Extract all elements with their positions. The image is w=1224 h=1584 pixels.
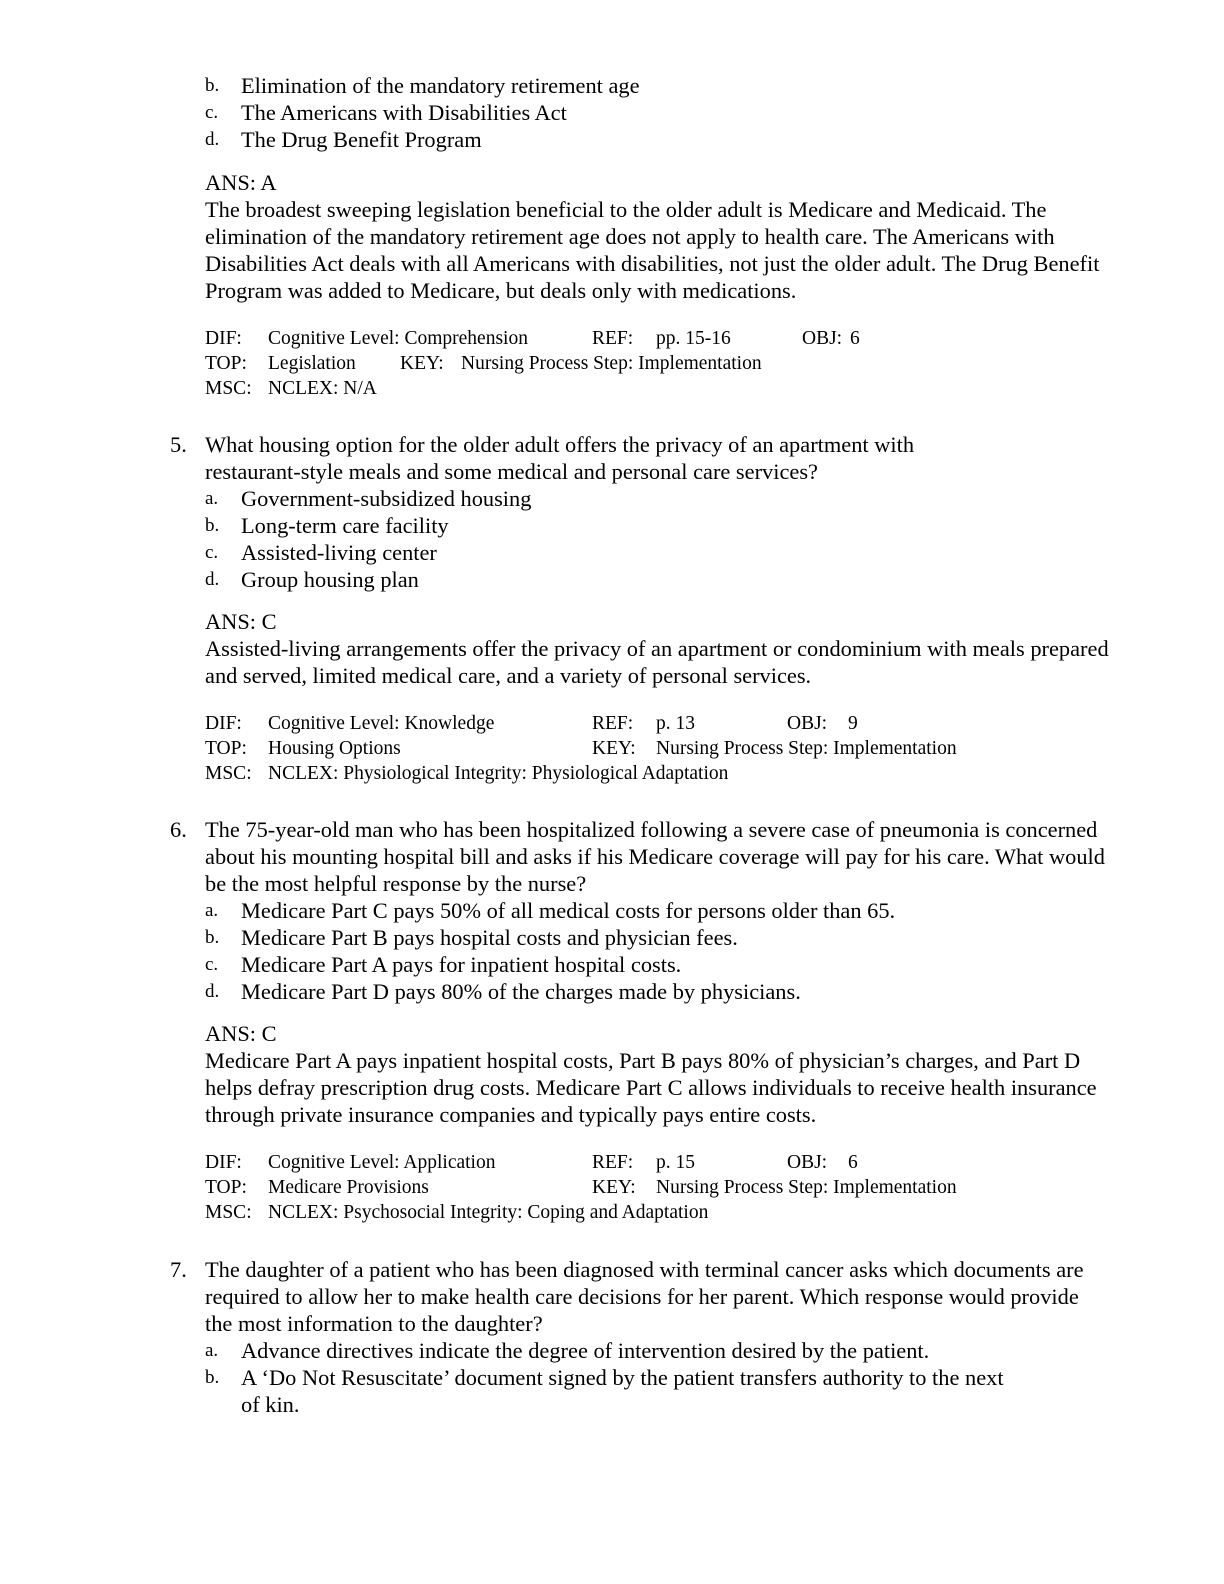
option-b — [205, 72, 1115, 99]
rationale: Assisted-living arrangements offer the privacy of an apartment or condominium with meals prepared and served, limited medical care, and a variety of personal services. — [205, 636, 1109, 688]
option-text: Medicare Part B pays hospital costs and physician fees. — [241, 925, 738, 950]
option-d — [205, 978, 1115, 1005]
option-text: Group housing plan — [241, 567, 419, 592]
ref-value: p. 13 — [656, 713, 695, 734]
rationale: Medicare Part A pays inpatient hospital costs, Part B pays 80% of physician’s charges, and Part D helps defray prescription drug costs. Medicare Part C allows individuals to receive health insurance through private insurance companies and typically pays entire costs. — [205, 1048, 1097, 1127]
option-text: Government-subsidized housing — [241, 486, 532, 511]
answer-line: ANS: C — [205, 1021, 277, 1046]
msc-value: NCLEX: Physiological Integrity: Physiological Adaptation — [268, 763, 729, 784]
top-value: Housing Options — [268, 738, 401, 759]
option-c — [205, 99, 1115, 126]
option-letter: c. — [205, 954, 219, 975]
ref-label: REF: — [592, 713, 634, 734]
option-a — [205, 897, 1115, 924]
obj-value: 6 — [848, 1152, 858, 1173]
option-text: Medicare Part C pays 50% of all medical costs for persons older than 65. — [241, 898, 896, 923]
dif-label: DIF: — [205, 713, 242, 734]
dif-value: Cognitive Level: Knowledge — [268, 713, 495, 734]
option-letter: a. — [205, 488, 219, 509]
option-d — [205, 126, 1115, 153]
option-text: Elimination of the mandatory retirement age — [241, 73, 640, 98]
question-5 — [170, 431, 1115, 593]
option-c — [205, 539, 1115, 566]
option-b — [205, 924, 1115, 951]
msc-value: NCLEX: Psychosocial Integrity: Coping and Adaptation — [268, 1202, 709, 1223]
ref-label: REF: — [592, 1152, 634, 1173]
metadata — [205, 326, 1115, 401]
ref-label: REF: — [592, 328, 634, 349]
option-text: A ‘Do Not Resuscitate’ document signed by the patient transfers authority to the next of kin. — [241, 1365, 1004, 1417]
key-value: Nursing Process Step: Implementation — [656, 738, 957, 759]
msc-label: MSC: — [205, 1202, 252, 1223]
msc-label: MSC: — [205, 763, 252, 784]
option-d — [205, 566, 1115, 593]
option-a — [205, 485, 1115, 512]
question-text: The daughter of a patient who has been diagnosed with terminal cancer asks which documents are required to allow her to make health care decisions for her parent. Which response would provide the most information to the daughter? — [205, 1257, 1084, 1336]
top-label: TOP: — [205, 1177, 247, 1198]
option-text: Medicare Part D pays 80% of the charges made by physicians. — [241, 979, 801, 1004]
key-label: KEY: — [592, 738, 636, 759]
option-a — [205, 1337, 1115, 1364]
top-label: TOP: — [205, 738, 247, 759]
msc-value: NCLEX: N/A — [268, 378, 377, 399]
option-letter: c. — [205, 102, 219, 123]
obj-label: OBJ: — [802, 328, 843, 349]
option-text: The Americans with Disabilities Act — [241, 100, 567, 125]
question-4-tail — [205, 72, 1115, 153]
option-text: The Drug Benefit Program — [241, 127, 482, 152]
obj-label: OBJ: — [787, 1152, 828, 1173]
obj-label: OBJ: — [787, 713, 828, 734]
top-value: Legislation — [268, 353, 356, 374]
option-letter: b. — [205, 1367, 220, 1388]
dif-value: Cognitive Level: Comprehension — [268, 328, 528, 349]
msc-label: MSC: — [205, 378, 252, 399]
option-text: Medicare Part A pays for inpatient hospital costs. — [241, 952, 682, 977]
metadata — [205, 1150, 1115, 1225]
option-letter: d. — [205, 129, 220, 150]
key-value: Nursing Process Step: Implementation — [656, 1177, 957, 1198]
dif-label: DIF: — [205, 1152, 242, 1173]
option-text: Advance directives indicate the degree of intervention desired by the patient. — [241, 1338, 930, 1363]
option-letter: c. — [205, 542, 219, 563]
question-text: The 75-year-old man who has been hospitalized following a severe case of pneumonia is concerned about his mounting hospital bill and asks if his Medicare coverage will pay for his care. What would be the most helpful response by the nurse? — [205, 817, 1105, 896]
rationale: The broadest sweeping legislation beneficial to the older adult is Medicare and Medicaid. The elimination of the mandatory retirement age does not apply to health care. The Americans with Disabilities Act deals with all Americans with disabilities, not just the older adult. The Drug Benefit Program was added to Medicare, but deals only with medications. — [205, 197, 1100, 303]
option-letter: d. — [205, 569, 220, 590]
answer-line: ANS: C — [205, 609, 277, 634]
dif-value: Cognitive Level: Application — [268, 1152, 496, 1173]
question-number: 5. — [170, 432, 187, 457]
ref-value: p. 15 — [656, 1152, 695, 1173]
top-label: TOP: — [205, 353, 247, 374]
key-label: KEY: — [592, 1177, 636, 1198]
option-text: Assisted-living center — [241, 540, 437, 565]
option-letter: b. — [205, 75, 220, 96]
question-number: 6. — [170, 817, 187, 842]
answer-block-6 — [205, 1020, 1115, 1225]
key-label: KEY: — [400, 353, 444, 374]
obj-value: 6 — [850, 328, 860, 349]
question-6 — [170, 816, 1115, 1005]
option-letter: b. — [205, 515, 220, 536]
option-text: Long-term care facility — [241, 513, 449, 538]
answer-block-5 — [205, 608, 1115, 786]
ref-value: pp. 15-16 — [656, 328, 731, 349]
option-letter: a. — [205, 900, 219, 921]
question-number: 7. — [170, 1257, 187, 1282]
question-7 — [170, 1256, 1115, 1418]
top-value: Medicare Provisions — [268, 1177, 429, 1198]
dif-label: DIF: — [205, 328, 242, 349]
obj-value: 9 — [848, 713, 858, 734]
metadata — [205, 711, 1115, 786]
question-text: What housing option for the older adult offers the privacy of an apartment with restaurant-style meals and some medical and personal care services? — [205, 432, 915, 484]
option-b — [205, 512, 1115, 539]
option-b — [205, 1364, 1011, 1418]
option-letter: d. — [205, 981, 220, 1002]
key-value: Nursing Process Step: Implementation — [461, 353, 762, 374]
answer-line: ANS: A — [205, 170, 277, 195]
option-letter: b. — [205, 927, 220, 948]
answer-block-4 — [205, 169, 1115, 401]
option-letter: a. — [205, 1340, 219, 1361]
option-c — [205, 951, 1115, 978]
